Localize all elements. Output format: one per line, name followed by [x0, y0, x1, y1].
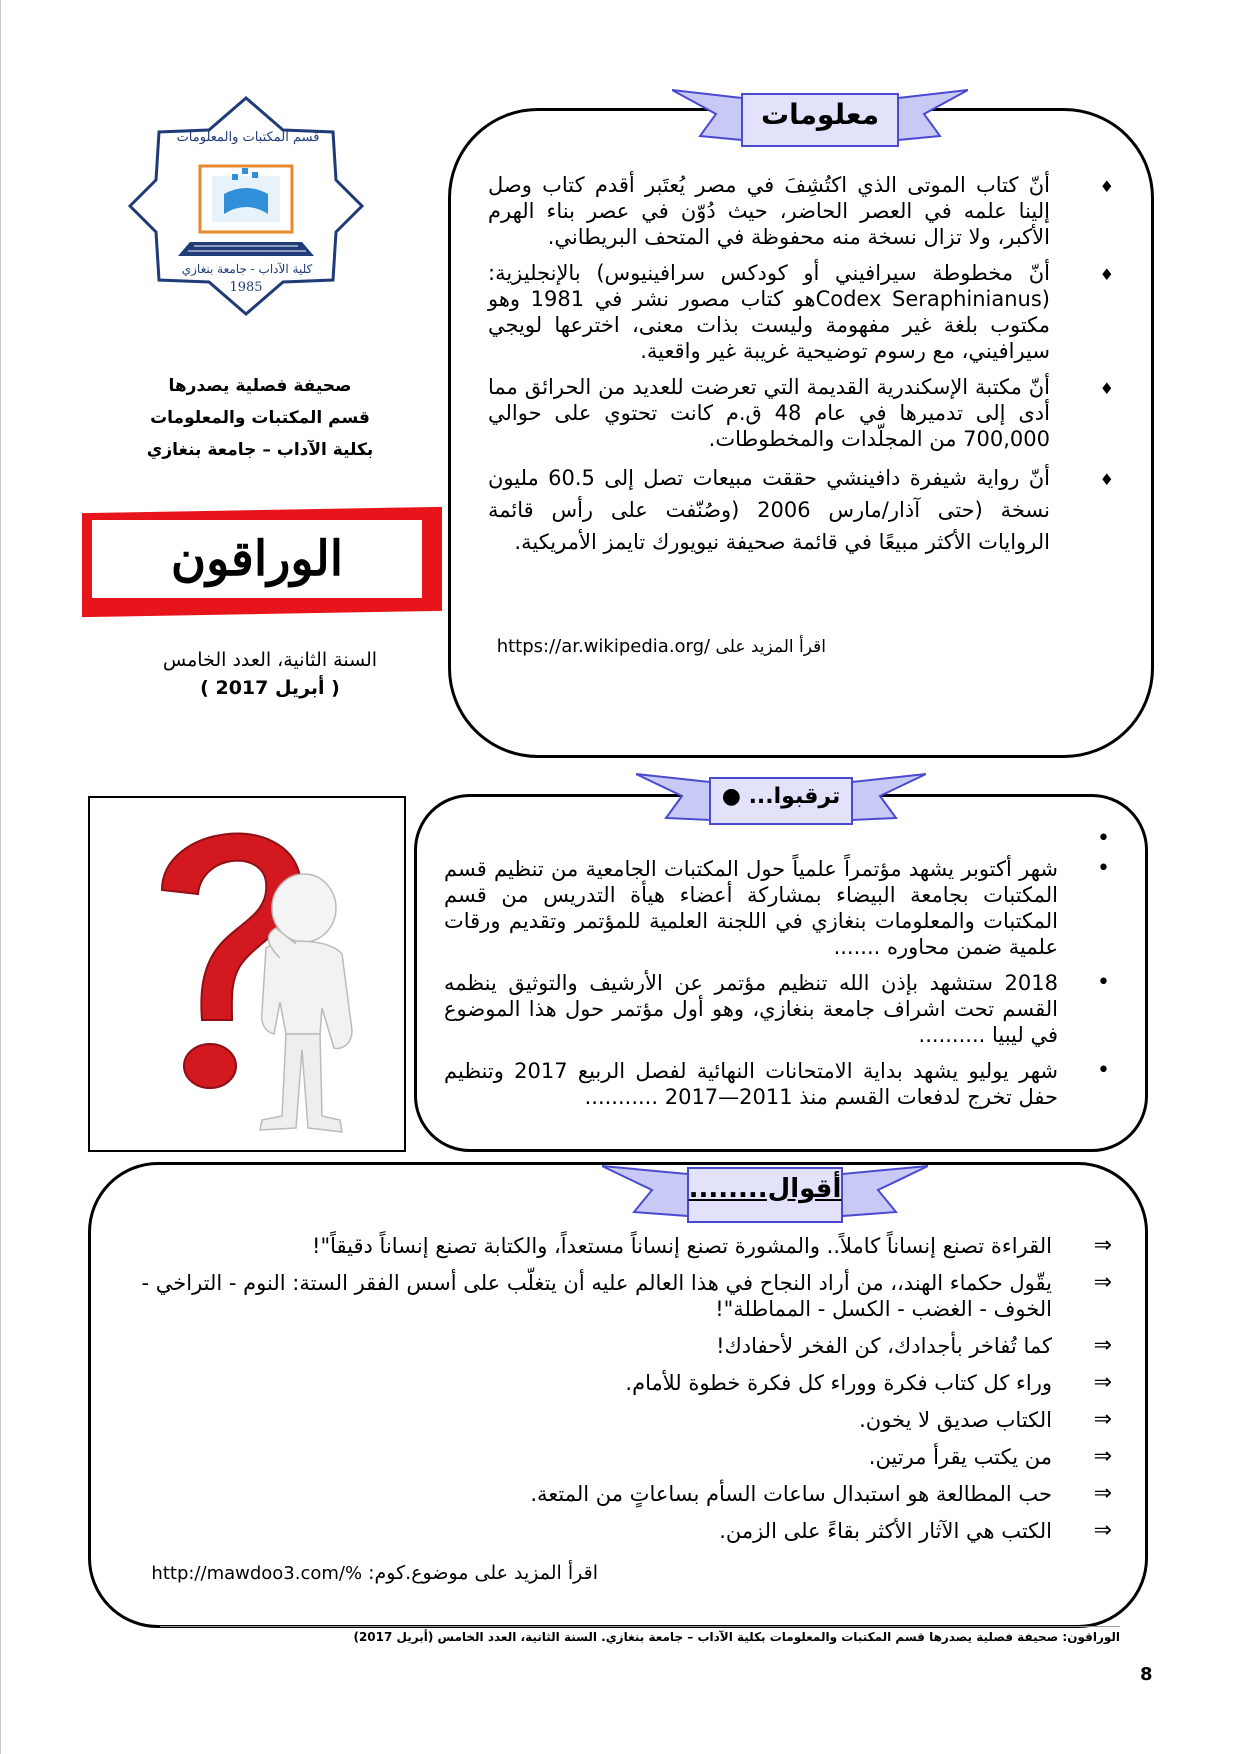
upcoming-heading: ترقبوا... ●: [721, 784, 841, 809]
info-item: ♦ أنّ رواية شيفرة دافينشي حققت مبيعات تصل إلى 60.5 مليون نسخة (حتى آذار/مارس 2006 (وصُنّفت على رأس قائمة الروايات الأكثر مبيعًا في قائمة صحيفة نيويورك تايمز الأمريكية.: [488, 466, 1114, 554]
arrow-bullet-icon: ⇒: [1093, 1407, 1112, 1432]
issue-date: ( أبريل 2017 ): [200, 677, 340, 699]
issue-line-1: السنة الثانية، العدد الخامس: [162, 649, 378, 671]
sayings-ribbon: [602, 1158, 928, 1228]
footer-rule: [160, 1626, 1120, 1627]
info-more: [486, 636, 826, 657]
publisher-line-1: صحيفة فصلية يصدرها: [168, 376, 352, 396]
logo-bottom-text: كلية الآداب - جامعة بنغازي: [181, 262, 313, 276]
sayings-heading: أقوال........: [688, 1174, 842, 1204]
saying-item: ⇒ الكتاب صديق لا يخون.: [859, 1407, 1112, 1432]
diamond-bullet-icon: ♦: [1099, 379, 1114, 398]
info-item: ♦ أنّ كتاب الموتى الذي اكتُشِفَ في مصر يُعتَبر أقدم كتاب وصل إلينا علمه في العصر الحاضر، حيث دُوّن في عصر بناء الهرم الأكبر، ولا تزال نسخة منه محفوظة في المتحف البريطاني.: [488, 173, 1114, 249]
bullet-dot-icon: •: [1097, 1058, 1110, 1083]
saying-item: ⇒ القراءة تصنع إنساناً كاملاً.. والمشورة تصنع إنساناً مستعداً، والكتابة تصنع إنساناً دقيقاً"!: [312, 1233, 1112, 1258]
info-more-label: اقرأ المزيد على: [715, 637, 826, 657]
upcoming-item: • 2018 ستشهد بإذن الله تنظيم مؤتمر عن الأرشيف والتوثيق ينظمه القسم تحت اشراف جامعة بنغازي، وهو أول مؤتمر حول هذا الموضوع في ليبيا ..........: [444, 970, 1110, 1047]
arrow-bullet-icon: ⇒: [1093, 1270, 1112, 1295]
info-list: [488, 172, 1114, 568]
sayings-more: [118, 1562, 598, 1584]
upcoming-item: • شهر أكتوبر يشهد مؤتمراً علمياً حول المكتبات الجامعية من تنظيم قسم المكتبات بجامعة البيضاء بمشاركة أعضاء هيأة التدريس من قسم المكتبات والمعلومات بنغازي في اللجنة العلمية للمؤتمر وتقديم ورقات علمية ضمن محاوره .......: [444, 856, 1110, 959]
logo-top-text: قسم المكتبات والمعلومات: [176, 130, 320, 145]
sayings-list: [120, 1233, 1112, 1555]
masthead-box: [92, 520, 422, 598]
upcoming-item: [444, 826, 1110, 851]
upcoming-list: [444, 826, 1110, 1120]
sayings-more-link[interactable]: http://mawdoo3.com/%: [151, 1563, 363, 1584]
arrow-bullet-icon: ⇒: [1093, 1481, 1112, 1506]
upcoming-item: • شهر يوليو يشهد بداية الامتحانات النهائية لفصل الربيع 2017 وتنظيم حفل تخرج لدفعات القسم منذ 2011—2017 ...........: [444, 1058, 1110, 1109]
page-edge: [0, 0, 1, 1754]
masthead-title: الوراقون: [170, 531, 344, 587]
bullet-dot-icon: ●: [721, 784, 741, 809]
saying-item: ⇒ حب المطالعة هو استبدال ساعات السأم بساعاتٍ من المتعة.: [530, 1481, 1112, 1506]
arrow-bullet-icon: ⇒: [1093, 1333, 1112, 1358]
saying-item: ⇒ الكتب هي الآثار الأكثر بقاءً على الزمن.: [719, 1518, 1112, 1543]
diamond-bullet-icon: ♦: [1099, 177, 1114, 196]
publisher-block: [110, 370, 410, 466]
bullet-dot-icon: •: [1097, 970, 1110, 995]
publisher-line-3: بكلية الآداب – جامعة بنغازي: [146, 440, 374, 460]
page-number: 8: [1140, 1664, 1153, 1685]
saying-item: ⇒ من يكتب يقرأ مرتين.: [868, 1444, 1112, 1469]
info-ribbon: [672, 84, 968, 154]
question-figure-icon: [90, 798, 404, 1150]
question-image-frame: [88, 796, 406, 1152]
info-heading: معلومات: [760, 98, 880, 131]
issue-block: [140, 646, 400, 702]
arrow-bullet-icon: ⇒: [1093, 1518, 1112, 1543]
bullet-dot-icon: •: [1097, 826, 1110, 851]
footer-text: الوراقون: صحيفة فصلية يصدرها قسم المكتبات والمعلومات بكلية الآداب – جامعة بنغازي. السنة الثانية، العدد الخامس (أبريل 2017): [353, 1630, 1120, 1644]
info-more-link[interactable]: https://ar.wikipedia.org/: [496, 636, 711, 657]
saying-item: ⇒ وراء كل كتاب فكرة ووراء كل فكرة خطوة للأمام.: [625, 1370, 1112, 1395]
info-item: ♦ أنّ مخطوطة سيرافيني أو كودكس سرافينيوس) بالإنجليزية: (Codex Seraphinianusهو كتاب مصور نشر في 1981 وهو مكتوب بلغة غير مفهومة وليست بذات معنى، اخترعها لويجي سيرافيني، مع رسوم توضيحية غريبة غير واقعية.: [488, 261, 1114, 363]
arrow-bullet-icon: ⇒: [1093, 1370, 1112, 1395]
saying-item: ⇒ كما تُفاخر بأجدادك، كن الفخر لأحفادك!: [716, 1333, 1112, 1358]
arrow-bullet-icon: ⇒: [1093, 1233, 1112, 1258]
department-logo: [128, 96, 364, 316]
logo-year: 1985: [229, 280, 263, 295]
diamond-bullet-icon: ♦: [1099, 265, 1114, 284]
publisher-line-2: قسم المكتبات والمعلومات: [150, 408, 370, 428]
arrow-bullet-icon: ⇒: [1093, 1444, 1112, 1469]
sayings-more-label: اقرأ المزيد على موضوع.كوم:: [368, 1562, 598, 1584]
saying-item: ⇒ يقّول حكماء الهند،، من أراد النجاح في هذا العالم عليه أن يتغلّب على أسس الفقر الستة: النوم - التراخي - الخوف - الغضب - الكسل - المماطلة"!: [141, 1270, 1112, 1321]
diamond-bullet-icon: ♦: [1099, 470, 1114, 489]
upcoming-ribbon: [636, 768, 926, 832]
bullet-dot-icon: •: [1097, 856, 1110, 881]
info-item: ♦ أنّ مكتبة الإسكندرية القديمة التي تعرضت للعديد من الحرائق مما أدى إلى تدميرها في عام 48 ق.م كانت تحتوي على حوالي 700,000 من المجلّدات والمخطوطات.: [488, 375, 1114, 451]
